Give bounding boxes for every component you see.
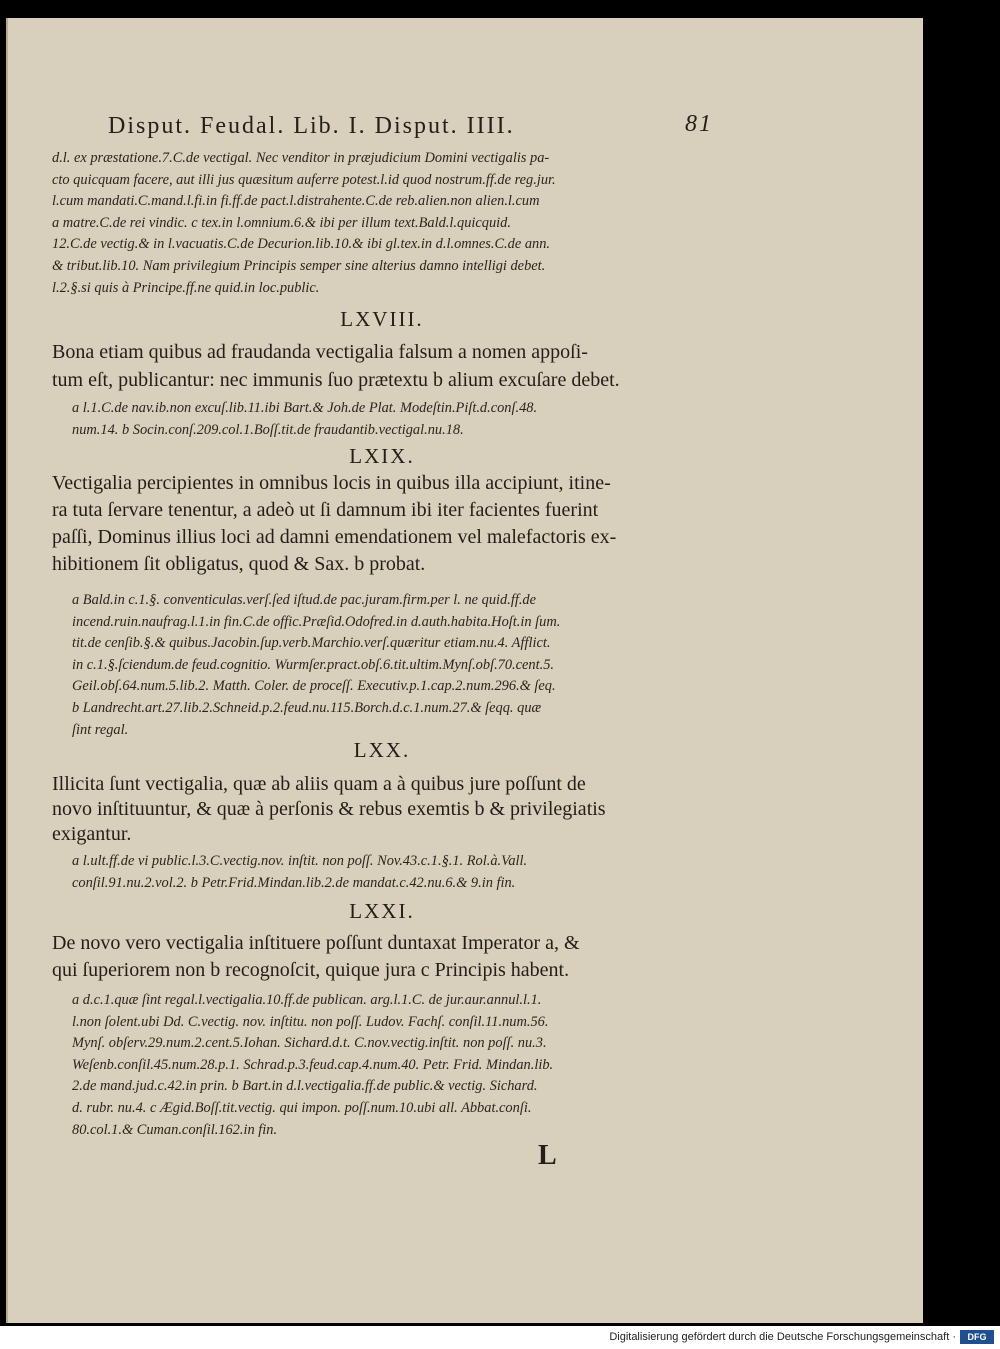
- text-line: hibitionem ſit obligatus, quod & Sax. b probat.: [52, 553, 426, 575]
- continued-notes: [52, 148, 742, 299]
- note-line: l.cum mandati.C.mand.l.fi.in fi.ff.de pact.l.distrahente.C.de reb.alien.non alien.l.cum: [52, 193, 540, 210]
- section-heading: LXX.: [353, 738, 411, 762]
- section-notes: [72, 398, 762, 441]
- note-line: tit.de cenſib.§.& quibus.Jacobin.ſup.verb.Marchio.verſ.quæritur etiam.nu.4. Afflict.: [72, 635, 551, 652]
- text-line: De novo vero vectigalia inſtituere poſſunt duntaxat Imperator a, &: [52, 932, 580, 954]
- catchword: L: [538, 1140, 557, 1171]
- running-header: [108, 113, 713, 143]
- note-line: in c.1.§.ſciendum.de feud.cognitio. Wurmſer.pract.obſ.6.tit.ultim.Mynſ.obſ.70.cent.5.: [72, 656, 555, 673]
- note-line: d.l. ex præstatione.7.C.de vectigal. Nec venditor in præjudicium Domini vectigalis pa-: [52, 150, 550, 166]
- note-line: 12.C.de vectig.& in l.vacuatis.C.de Decurion.lib.10.& ibi gl.tex.in d.l.omnes.C.de ann.: [52, 236, 551, 253]
- page-number: 81: [685, 111, 713, 137]
- text-line: Bona etiam quibus ad fraudanda vectigalia falsum a nomen appoſi-: [52, 341, 588, 363]
- text-line: tum eſt, publicantur: nec immunis ſuo prætextu b alium excuſare debet.: [52, 369, 620, 391]
- section-text: [52, 338, 724, 394]
- section-heading: LXIX.: [349, 444, 415, 468]
- note-line: a l.ult.ff.de vi public.l.3.C.vectig.nov. inſtit. non poſſ. Nov.43.c.1.§.1. Rol.à.Vall.: [72, 853, 528, 869]
- note-line: & tribut.lib.10. Nam privilegium Principis semper sine alterius damno intelligi debet.: [52, 257, 546, 274]
- note-line: conſil.91.nu.2.vol.2. b Petr.Frid.Mindan.lib.2.de mandat.c.42.nu.6.& 9.in fin.: [72, 874, 516, 891]
- footer-credit: Digitalisierung gefördert durch die Deutsche Forschungsgemeinschaft ·: [609, 1331, 956, 1343]
- note-line: num.14. b Socin.conſ.209.col.1.Boſſ.tit.de fraudantib.vectigal.nu.18.: [72, 421, 464, 438]
- section-notes: [72, 990, 762, 1141]
- note-line: Weſenb.conſil.45.num.28.p.1. Schrad.p.3.feud.cap.4.num.40. Petr. Frid. Mindan.lib.: [72, 1056, 554, 1073]
- text-line: paſſi, Dominus illius loci ad damni emendationem vel malefactoris ex-: [52, 526, 617, 548]
- note-line: l.2.§.si quis à Principe.ff.ne quid.in loc.public.: [52, 279, 320, 296]
- running-title: Disput. Feudal. Lib. I. Disput. IIII.: [108, 113, 515, 139]
- section-notes: [72, 851, 762, 894]
- text-line: novo inſtituuntur, & quæ à perſonis & rebus exemtis b & privilegiatis: [52, 798, 606, 820]
- note-line: b Landrecht.art.27.lib.2.Schneid.p.2.feud.nu.115.Borch.d.c.1.num.27.& ſeqq. quæ: [72, 699, 542, 716]
- section-text: [52, 930, 724, 984]
- note-line: cto quicquam facere, aut illi jus quæsitum auferre potest.l.id quod nostrum.ff.de reg.jur.: [52, 171, 556, 188]
- section-heading: LXVIII.: [340, 307, 424, 331]
- note-line: Mynſ. obſerv.29.num.2.cent.5.Iohan. Sichard.d.t. C.nov.vectig.inſtit. non poſſ. nu.3.: [72, 1035, 547, 1052]
- text-line: exigantur.: [52, 823, 132, 845]
- section-notes: [72, 590, 762, 741]
- digitization-footer: [0, 1326, 1000, 1349]
- note-line: a Bald.in c.1.§. conventiculas.verſ.ſed iſtud.de pac.juram.firm.per l. ne quid.ff.de: [72, 592, 537, 608]
- note-line: a l.1.C.de nav.ib.non excuſ.lib.11.ibi Bart.& Joh.de Plat. Modeſtin.Piſt.d.conſ.48.: [72, 400, 538, 416]
- note-line: 80.col.1.& Cuman.conſil.162.in fin.: [72, 1121, 278, 1138]
- dfg-logo: DFG: [960, 1330, 994, 1344]
- text-line: ra tuta ſervare tenentur, a adeò ut ſi damnum ibi iter facientes fuerint: [52, 499, 599, 521]
- section-text: [52, 470, 724, 578]
- note-line: a d.c.1.quæ ſint regal.l.vectigalia.10.ff.de publican. arg.l.1.C. de jur.aur.annul.l.1.: [72, 992, 542, 1008]
- note-line: a matre.C.de rei vindic. c tex.in l.omnium.6.& ibi per illum text.Bald.l.quicquid.: [52, 214, 511, 231]
- text-line: qui ſuperiorem non b recognoſcit, quique jura c Principis habent.: [52, 959, 570, 981]
- section-text: [52, 772, 724, 847]
- text-line: Vectigalia percipientes in omnibus locis in quibus illa accipiunt, itine-: [52, 472, 611, 494]
- note-line: incend.ruin.naufrag.l.1.in fin.C.de offic.Præſid.Odofred.in d.auth.habita.Hoſt.in ſum.: [72, 613, 561, 630]
- note-line: d. rubr. nu.4. c Ægid.Boſſ.tit.vectig. qui impon. poſſ.num.10.ubi all. Abbat.conſi.: [72, 1099, 532, 1116]
- section-heading: LXXI.: [349, 899, 415, 923]
- note-line: ſint regal.: [72, 721, 129, 738]
- note-line: 2.de mand.jud.c.42.in prin. b Bart.in d.l.vectigalia.ff.de public.& vectig. Sichard.: [72, 1078, 538, 1095]
- note-line: Geil.obſ.64.num.5.lib.2. Matth. Coler. de proceſſ. Executiv.p.1.cap.2.num.296.& ſeq.: [72, 678, 556, 695]
- text-line: Illicita ſunt vectigalia, quæ ab aliis quam a à quibus jure poſſunt de: [52, 773, 586, 795]
- note-line: l.non ſolent.ubi Dd. C.vectig. nov. inſtitu. non poſſ. Ludov. Fachſ. conſil.11.num.56.: [72, 1013, 549, 1030]
